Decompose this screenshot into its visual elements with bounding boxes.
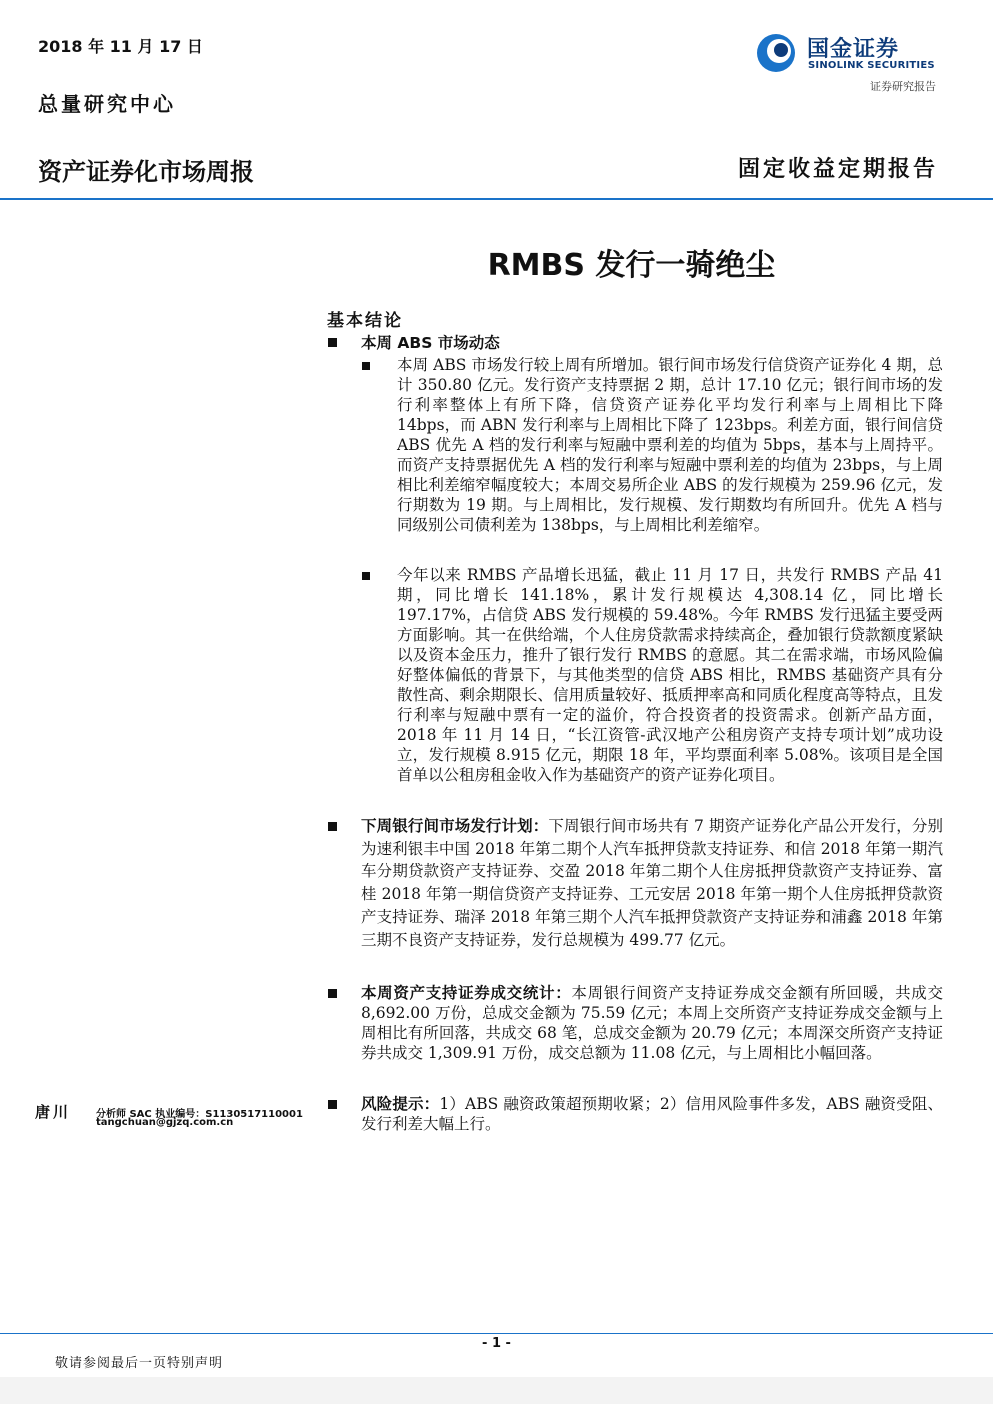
trading-stats	[361, 983, 943, 1063]
bullet-icon	[328, 1100, 337, 1109]
section-label: 基本结论	[327, 311, 403, 331]
analyst-email[interactable]: tangchuan@gjzq.com.cn	[96, 1117, 234, 1128]
weekly-paragraph-1: 本周 ABS 市场发行较上周有所增加。银行间市场发行信贷资产证券化 4 期，总计 350.80 亿元。发行资产支持票据 2 期，总计 17.10 亿元；银行间市场的发行利率整体上有所下降，信贷资产证券化平均发行利率与上周相比下降 14bps，而 ABN 发行利率与上周相比下降了 123bps。利差方面，银行间信贷 ABS 优先 A 档的发行利率与短融中票利差的均值为 5bps，基本与上周持平。而资产支持票据优先 A 档的发行利率与短融中票利差的均值为 23bps，与上周相比利差缩窄幅度较大；本周交易所企业 ABS 的发行规模为 259.96 亿元，发行期数为 19 期。与上周相比，发行规模、发行期数均有所回升。优先 A 档与同级别公司债利差为 138bps，与上周相比利差缩窄。	[397, 356, 943, 534]
analyst-name: 唐川	[35, 1103, 72, 1121]
company-logo	[755, 32, 945, 78]
analyst-sac-id: 分析师 SAC 执业编号：S1130517110001	[96, 1109, 303, 1120]
footer-band	[0, 1377, 993, 1404]
disclaimer-note: 敬请参阅最后一页特别声明	[55, 1356, 224, 1371]
bullet-icon	[328, 989, 337, 998]
logo-mark-icon	[755, 32, 797, 74]
weekly-heading: 本周 ABS 市场动态	[361, 334, 500, 352]
risk-text: 1）ABS 融资政策超预期收紧；2）信用风险事件多发，ABS 融资受阻、发行利差大幅上行。	[361, 1095, 943, 1133]
footer-divider	[0, 1333, 993, 1334]
plan-heading: 下周银行间市场发行计划：	[361, 816, 549, 835]
risk-heading: 风险提示：	[361, 1094, 440, 1113]
header-divider	[0, 198, 993, 200]
research-center: 总量研究中心	[38, 92, 176, 116]
report-title: RMBS 发行一骑绝尘	[487, 248, 776, 283]
report-name: 资产证券化市场周报	[38, 158, 254, 186]
logo-english-name: SINOLINK SECURITIES	[808, 60, 935, 71]
bullet-icon	[328, 822, 337, 831]
page-number: - 1 -	[482, 1336, 511, 1351]
trade-text: 本周银行间资产支持证券成交金额有所回暖，共成交 8,692.00 万份，总成交金额为 75.59 亿元；本周上交所资产支持证券成交金额与上周相比有所回落，共成交 68 笔，总成交金额为 20.79 亿元；本周深交所资产支持证券共成交 1,309.91 万份，成交总额为 11.08 亿元，与上周相比小幅回落。	[361, 984, 943, 1062]
sub-bullet-icon	[362, 572, 370, 580]
sub-bullet-icon	[362, 362, 370, 370]
weekly-paragraph-2: 今年以来 RMBS 产品增长迅猛，截止 11 月 17 日，共发行 RMBS 产品 41 期，同比增长 141.18%，累计发行规模达 4,308.14 亿，同比增长 197.17%，占信贷 ABS 发行规模的 59.48%。今年 RMBS 发行迅猛主要受两方面影响。其一在供给端，个人住房贷款需求持续高企，叠加银行贷款额度紧缺以及资本金压力，推升了银行发行 RMBS 的意愿。其二在需求端，市场风险偏好整体偏低的背景下，与其他类型的信贷 ABS 相比，RMBS 基础资产具有分散性高、剩余期限长、信用质量较好、抵质押率高和同质化程度高等特点，且发行利率与短融中票有一定的溢价，符合投资者的投资需求。创新产品方面，2018 年 11 月 14 日，“长江资管-武汉地产公租房资产支持专项计划”成功设立，发行规模 8.915 亿元，期限 18 年，平均票面利率 5.08%。该项目是全国首单以公租房租金收入作为基础资产的资产证券化项目。	[397, 566, 943, 784]
bullet-icon	[328, 338, 337, 347]
report-category: 证券研究报告	[870, 80, 936, 93]
logo-chinese-name: 国金证券	[807, 37, 900, 62]
trade-heading: 本周资产支持证券成交统计：	[361, 983, 572, 1002]
report-date: 2018 年 11 月 17 日	[38, 37, 203, 56]
risk-warning	[361, 1094, 943, 1134]
report-type: 固定收益定期报告	[737, 156, 938, 182]
plan-text: 下周银行间市场共有 7 期资产证券化产品公开发行，分别为速利银丰中国 2018 年第二期个人汽车抵押贷款支持证券、和信 2018 年第一期汽车分期贷款资产支持证券、交盈 2018 年第二期个人住房抵押贷款资产支持证券、富桂 2018 年第一期信贷资产支持证券、工元安居 2018 年第一期个人住房抵押贷款资产支持证券、瑞泽 2018 年第三期个人汽车抵押贷款资产支持证券和浦鑫 2018 年第三期不良资产支持证券，发行总规模为 499.77 亿元。	[361, 817, 943, 949]
issuance-plan	[361, 815, 943, 951]
